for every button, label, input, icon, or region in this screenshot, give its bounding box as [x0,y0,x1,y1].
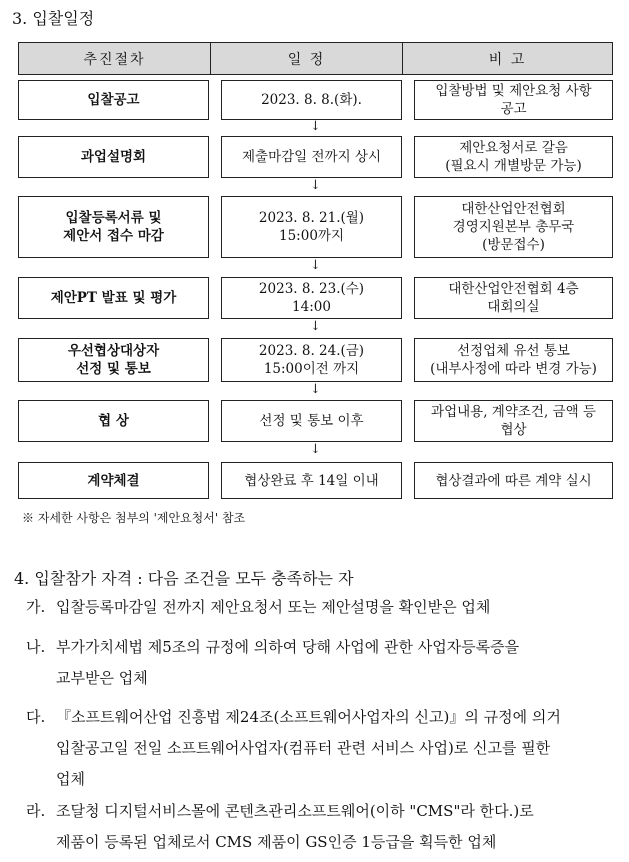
schedule-row [18,80,613,120]
list-marker: 나. [26,638,46,656]
note-cell: 과업내용, 계약조건, 금액 등 협상 [414,400,613,442]
step-cell: 계약체결 [18,462,209,499]
list-item [26,702,618,795]
schedule-row [18,277,613,319]
schedule-cell: 2023. 8. 24.(금) 15:00이전 까지 [221,338,402,382]
note-cell: 선정업체 유선 통보 (내부사정에 따라 변경 가능) [414,338,613,382]
list-item [26,796,618,858]
schedule-row [18,400,613,442]
header-step: 추진절차 [19,43,211,74]
schedule-cell: 제출마감일 전까지 상시 [221,136,402,178]
list-item [26,592,618,623]
list-marker: 다. [26,708,46,726]
list-text: 입찰등록마감일 전까지 제안요청서 또는 제안설명을 확인받은 업체 [56,598,491,616]
schedule-cell: 2023. 8. 23.(수) 14:00 [221,277,402,319]
note-cell: 대한산업안전협회 경영지원본부 총무국 (방문접수) [414,196,613,258]
list-text: 조달청 디지털서비스몰에 콘텐츠관리소프트웨어(이하 "CMS"라 한다.)로 제품이 등록된 업체로서 CMS 제품이 GS인증 1등급을 획득한 업체 [56,802,534,851]
schedule-cell: 2023. 8. 8.(화). [221,80,402,120]
footnote: ※ 자세한 사항은 첨부의 '제안요청서' 참조 [22,511,246,525]
list-marker: 가. [26,598,46,616]
section-4-title: 4. 입찰참가 자격 : 다음 조건을 모두 충족하는 자 [14,569,354,588]
note-cell: 협상결과에 따른 계약 실시 [414,462,613,499]
flow-arrow: ↓ [310,258,321,273]
schedule-row [18,338,613,382]
list-text: 부가가치세법 제5조의 규정에 의하여 당해 사업에 관한 사업자등록증을 교부받은 업체 [56,638,520,687]
schedule-cell: 선정 및 통보 이후 [221,400,402,442]
schedule-row [18,196,613,258]
flow-arrow: ↓ [310,178,321,193]
list-text: 『소프트웨어산업 진흥법 제24조(소프트웨어사업자의 신고)』의 규정에 의거 입찰공고일 전일 소프트웨어사업자(컴퓨터 관련 서비스 사업)로 신고를 필한 업체 [56,708,561,788]
step-cell: 우선협상대상자 선정 및 통보 [18,338,209,382]
schedule-row [18,462,613,499]
step-cell: 제안PT 발표 및 평가 [18,277,209,319]
header-note: 비 고 [488,51,527,68]
note-cell: 제안요청서로 갈음 (필요시 개별방문 가능) [414,136,613,178]
flow-arrow: ↓ [310,319,321,334]
step-cell: 입찰공고 [18,80,209,120]
flow-arrow: ↓ [310,119,321,134]
schedule-row [18,136,613,178]
flow-arrow: ↓ [310,382,321,397]
step-cell: 입찰등록서류 및 제안서 접수 마감 [18,196,209,258]
list-item [26,632,618,694]
step-cell: 협 상 [18,400,209,442]
flow-arrow: ↓ [310,442,321,457]
step-cell: 과업설명회 [18,136,209,178]
list-marker: 라. [26,802,46,820]
schedule-cell: 2023. 8. 21.(월) 15:00까지 [221,196,402,258]
header-schedule: 일 정 [211,43,403,74]
schedule-table-header [18,42,613,75]
section-3-title: 3. 입찰일정 [12,9,95,28]
note-cell: 대한산업안전협회 4층 대회의실 [414,277,613,319]
note-cell: 입찰방법 및 제안요청 사항 공고 [414,80,613,120]
schedule-cell: 협상완료 후 14일 이내 [221,462,402,499]
